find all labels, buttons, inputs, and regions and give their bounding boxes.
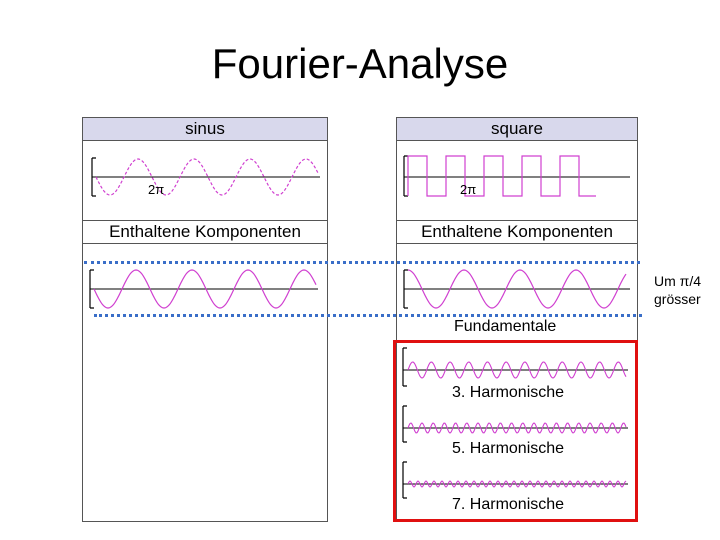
page-title: Fourier-Analyse (211, 40, 509, 87)
square-period-label: 2π (460, 182, 477, 197)
sinus-wave-plot (88, 150, 324, 202)
harmonics-highlight-box (393, 340, 638, 522)
square-header: square (396, 117, 638, 141)
fundamental-plot (400, 262, 632, 314)
fundamental-label: Fundamentale (454, 318, 557, 335)
square-wave-plot (400, 150, 632, 202)
harmonic3-label: 3. Harmonische (452, 384, 565, 401)
harmonic5-label: 5. Harmonische (452, 440, 565, 457)
dotted-line-bottom (94, 314, 642, 317)
sinus-components-label: Enthaltene Komponenten (82, 220, 328, 244)
sinus-period-label: 2π (148, 182, 165, 197)
harmonic7-label: 7. Harmonische (452, 496, 565, 513)
phase-note (654, 272, 701, 308)
square-components-label: Enthaltene Komponenten (396, 220, 638, 244)
phase-note-line2: grösser (654, 291, 701, 307)
dotted-line-top (84, 261, 640, 264)
sinus-header: sinus (82, 117, 328, 141)
sinus-component-plot (86, 262, 322, 314)
phase-note-line1: Um π/4 (654, 273, 701, 289)
